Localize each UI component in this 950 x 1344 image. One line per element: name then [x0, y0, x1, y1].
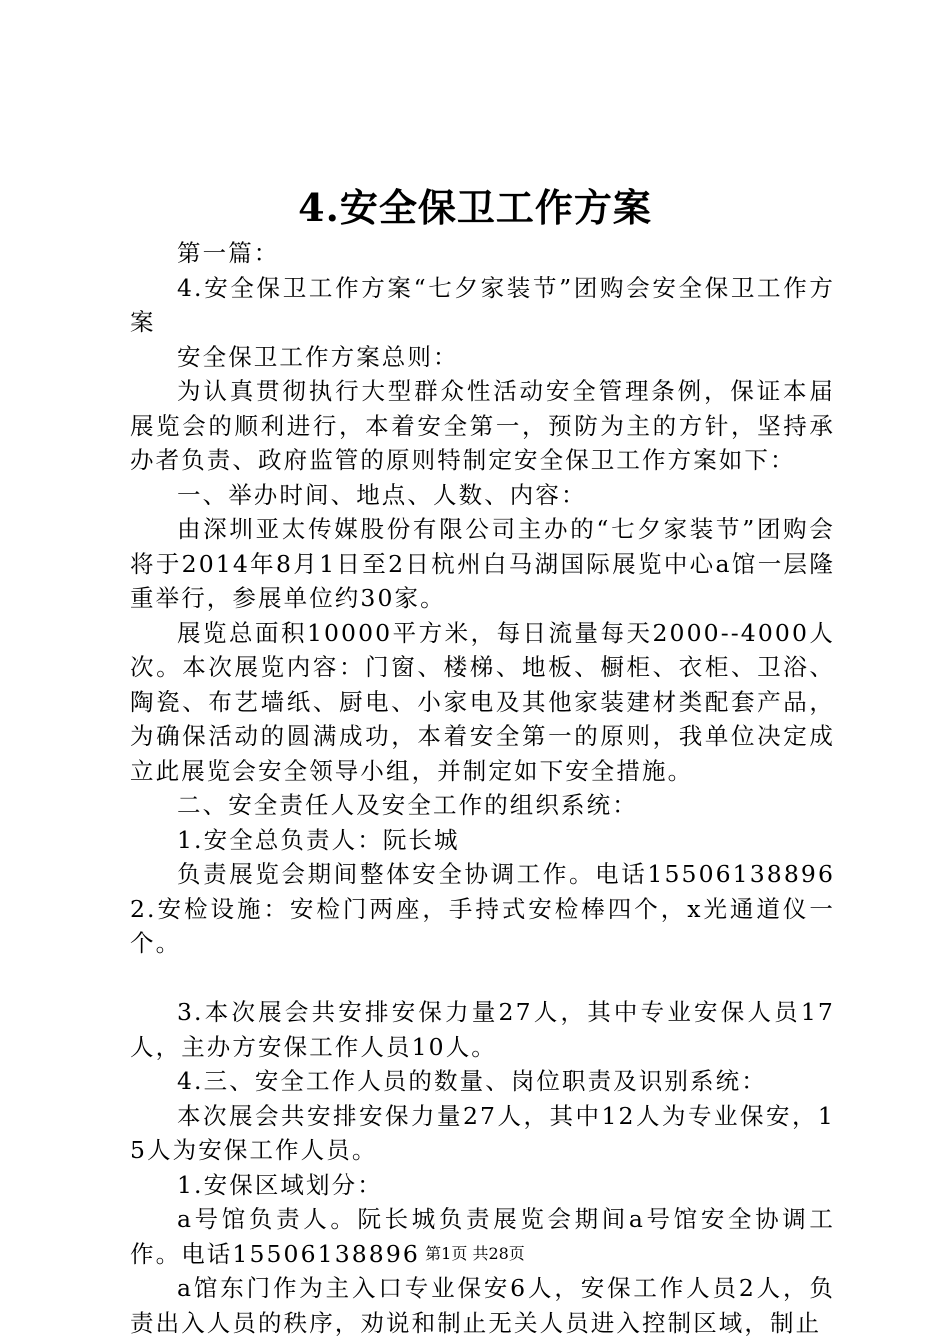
paragraph: 1.安保区域划分：: [177, 1170, 383, 1199]
blank-line: [130, 961, 835, 996]
paragraph: 本次展会共安排安保力量27人，其中12人为专业保安，15人为安保工作人员。: [130, 1101, 835, 1164]
paragraph: 4.安全保卫工作方案“七夕家装节”团购会安全保卫工作方案: [130, 273, 835, 336]
paragraph: 第一篇：: [177, 239, 280, 267]
document-title: 4.安全保卫工作方案: [298, 185, 652, 230]
paragraph: 3.本次展会共安排安保力量27人，其中专业安保人员17人，主办方安保工作人员10人。: [130, 998, 835, 1061]
paragraph: a号馆负责人。阮长城负责展览会期间a号馆安全协调工作。电话15506138896: [130, 1205, 835, 1268]
paragraph: 负责展览会期间整体安全协调工作。电话15506138896 2.安检设施：安检门两座，手持式安检棒四个，x光通道仪一个。: [130, 860, 835, 957]
page-footer: 第1页 共28页: [425, 1244, 525, 1263]
paragraph: 1.安全总负责人：阮长城: [177, 825, 460, 854]
paragraph: 4.三、安全工作人员的数量、岗位职责及识别系统：: [177, 1067, 767, 1095]
paragraph: 展览总面积10000平方米，每日流量每天2000--4000人次。本次展览内容：门窗、楼梯、地板、橱柜、衣柜、卫浴、陶瓷、布艺墙纸、厨电、小家电及其他家装建材类配套产品，为确保活动的圆满成功，本着安全第一的原则，我单位决定成立此展览会安全领导小组，并制定如下安全措施。: [130, 618, 835, 785]
document-body: [130, 236, 835, 1340]
paragraph: a馆东门作为主入口专业保安6人，安保工作人员2人，负责出入人员的秩序，劝说和制止无关人员进入控制区域，制止: [130, 1274, 835, 1337]
paragraph: 为认真贯彻执行大型群众性活动安全管理条例，保证本届展览会的顺利进行，本着安全第一，预防为主的方针，坚持承办者负责、政府监管的原则特制定安全保卫工作方案如下：: [130, 377, 835, 474]
paragraph: 一、举办时间、地点、人数、内容：: [177, 480, 587, 509]
paragraph: 由深圳亚太传媒股份有限公司主办的“七夕家装节”团购会将于2014年8月1日至2日杭州白马湖国际展览中心a馆一层隆重举行，参展单位约30家。: [130, 515, 835, 612]
paragraph: 安全保卫工作方案总则：: [177, 342, 459, 371]
paragraph: 二、安全责任人及安全工作的组织系统：: [177, 791, 638, 819]
